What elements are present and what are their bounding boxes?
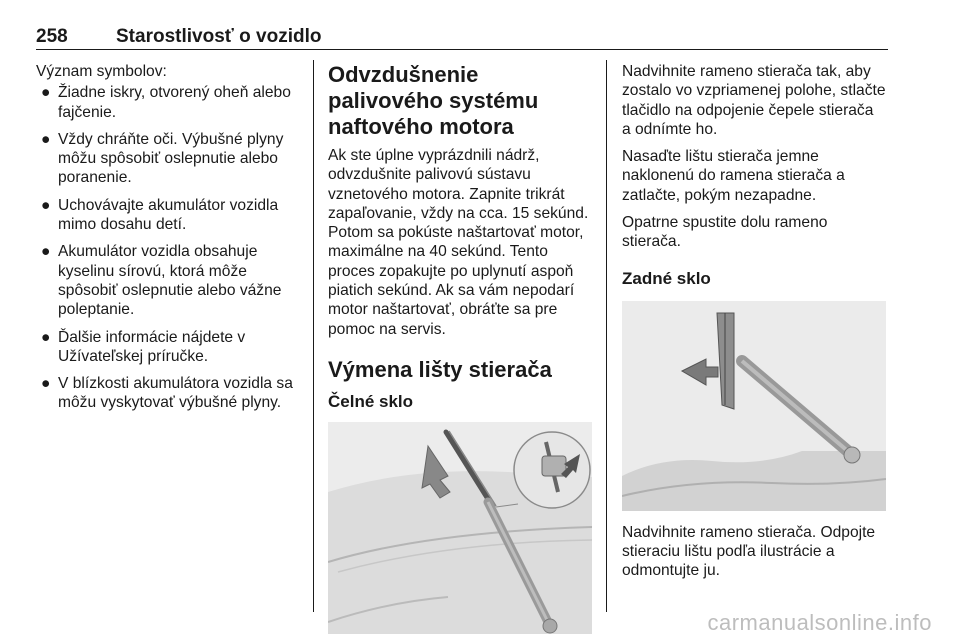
list-item-text: Akumulátor vozidla obsahuje kyselinu sírovú, ktorá môže spôsobiť oslepnutie alebo vážne poleptanie.: [58, 243, 282, 319]
column-divider-1: [313, 60, 314, 612]
section-heading-wiper: Výmena lišty stierača: [328, 356, 552, 382]
step-lift-arm: Nadvihnite rameno stierača tak, aby zostalo vo vzpriamenej polohe, stlačte tlačidlo na odpojenie čepele stierača a odnímte ho.: [622, 63, 886, 138]
subheading-rear-window: Zadné sklo: [622, 268, 711, 288]
list-item: [36, 328, 300, 367]
bullet-icon: ●: [41, 196, 51, 214]
bullet-icon: ●: [41, 243, 51, 261]
bullet-icon: ●: [41, 130, 51, 148]
bullet-icon: ●: [41, 84, 51, 102]
list-item: [36, 83, 300, 122]
list-item: [36, 242, 300, 319]
list-item: [36, 196, 300, 235]
bullet-icon: ●: [41, 375, 51, 393]
column-symbols: [36, 62, 300, 421]
list-item-text: Vždy chráňte oči. Výbušné plyny môžu spôsobiť oslepnutie alebo poranenie.: [58, 130, 284, 187]
symbols-list: [36, 83, 300, 412]
page-number: 258: [36, 26, 68, 47]
step-insert-blade: Nasaďte lištu stierača jemne naklonenú do ramena stierača a zatlačte, pokým nezapadne.: [622, 148, 845, 204]
watermark: carmanualsonline.info: [707, 610, 932, 635]
column-divider-2: [606, 60, 607, 612]
step-remove-blade: Nadvihnite rameno stierača. Odpojte stieraciu lištu podľa ilustrácie a odmontujte ju.: [622, 523, 876, 580]
section-heading-fuel: Odvzdušnenie palivového systému naftového motora: [328, 62, 539, 139]
header-divider: [36, 49, 888, 50]
list-item-text: Žiadne iskry, otvorený oheň alebo fajčenie.: [58, 84, 291, 121]
list-item-text: Ďalšie informácie nájdete v Užívateľskej príručke.: [58, 328, 246, 365]
column-fuel-bleeding: [328, 62, 592, 634]
header-title: Starostlivosť o vozidlo: [116, 26, 322, 47]
list-item: [36, 130, 300, 188]
list-item-text: V blízkosti akumulátora vozidla sa môžu vyskytovať výbušné plyny.: [58, 375, 293, 412]
list-item: [36, 374, 300, 413]
fuel-paragraph: Ak ste úplne vyprázdnili nádrž, odvzdušnite palivovú sústavu vznetového motora. Zapnite trikrát zapaľovanie, vždy na cca. 15 sekúnd. Potom sa pokúste naštartovať motor, maximálne na 40 sekúnd. Tento proces zopakujte po uplynutí aspoň piatich sekúnd. Ak sa vám nepodarí motor naštartovať, obráťte sa pre pomoc na servis.: [328, 147, 589, 338]
step-lower-arm: Opatrne spustite dolu rameno stierača.: [622, 214, 828, 251]
bullet-icon: ●: [41, 328, 51, 346]
rear-wiper-illustration: [622, 301, 886, 511]
column-wiper-steps: [622, 62, 886, 589]
windscreen-wiper-illustration: [328, 422, 592, 634]
list-item-text: Uchovávajte akumulátor vozidla mimo dosahu detí.: [58, 196, 279, 234]
symbols-intro: Význam symbolov:: [36, 63, 167, 80]
page-header: [36, 26, 888, 50]
subheading-windscreen: Čelné sklo: [328, 391, 414, 411]
